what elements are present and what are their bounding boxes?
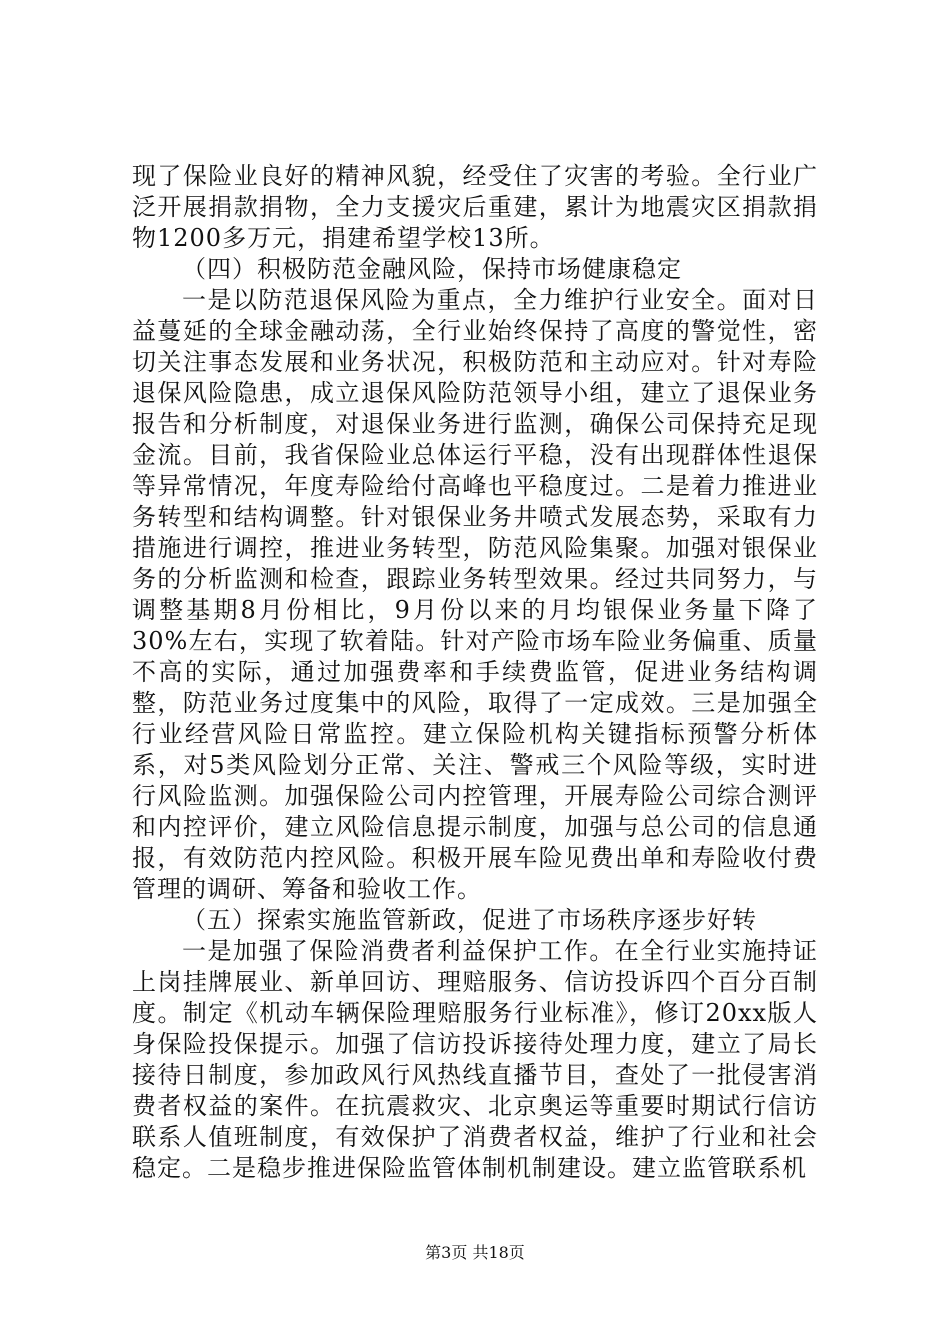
paragraph-section-5-body: 一是加强了保险消费者利益保护工作。在全行业实施持证上岗挂牌展业、新单回访、理赔服务、信访投诉四个百分百制度。制定《机动车辆保险理赔服务行业标准》，修订20xx版人身保险投保提示。加强了信访投诉接待处理力度，建立了局长接待日制度，参加政风行风热线直播节目，查处了一批侵害消费者权益的案件。在抗震救灾、北京奥运等重要时期试行信访联系人值班制度，有效保护了消费者权益，维护了行业和社会稳定。二是稳步推进保险监管体制机制建设。建立监管联系机 bbox=[132, 937, 818, 1182]
document-body bbox=[132, 161, 818, 1184]
paragraph-section-4-body: 一是以防范退保风险为重点，全力维护行业安全。面对日益蔓延的全球金融动荡，全行业始终保持了高度的警觉性，密切关注事态发展和业务状况，积极防范和主动应对。针对寿险退保风险隐患，成立退保风险防范领导小组，建立了退保业务报告和分析制度，对退保业务进行监测，确保公司保持充足现金流。目前，我省保险业总体运行平稳，没有出现群体性退保等异常情况，年度寿险给付高峰也平稳度过。二是着力推进业务转型和结构调整。针对银保业务井喷式发展态势，采取有力措施进行调控，推进业务转型，防范风险集聚。加强对银保业务的分析监测和检查，跟踪业务转型效果。经过共同努力，与调整基期8月份相比，9月份以来的月均银保业务量下降了30%左右，实现了软着陆。针对产险市场车险业务偏重、质量不高的实际，通过加强费率和手续费监管，促进业务结构调整，防范业务过度集中的风险，取得了一定成效。三是加强全行业经营风险日常监控。建立保险机构关键指标预警分析体系，对5类风险划分正常、关注、警戒三个风险等级，实时进行风险监测。加强保险公司内控管理，开展寿险公司综合测评和内控评价，建立风险信息提示制度，加强与总公司的信息通报，有效防范内控风险。积极开展车险见费出单和寿险收付费管理的调研、筹备和验收工作。 bbox=[132, 286, 818, 903]
page-footer: 第3页 共18页 bbox=[425, 1243, 525, 1262]
section-heading-4: （四）积极防范金融风险，保持市场健康稳定 bbox=[182, 255, 682, 283]
section-heading-5: （五）探索实施监管新政，促进了市场秩序逐步好转 bbox=[182, 906, 757, 934]
paragraph-continuation: 现了保险业良好的精神风貌，经受住了灾害的考验。全行业广泛开展捐款捐物，全力支援灾后重建，累计为地震灾区捐款捐物1200多万元，捐建希望学校13所。 bbox=[132, 162, 818, 252]
